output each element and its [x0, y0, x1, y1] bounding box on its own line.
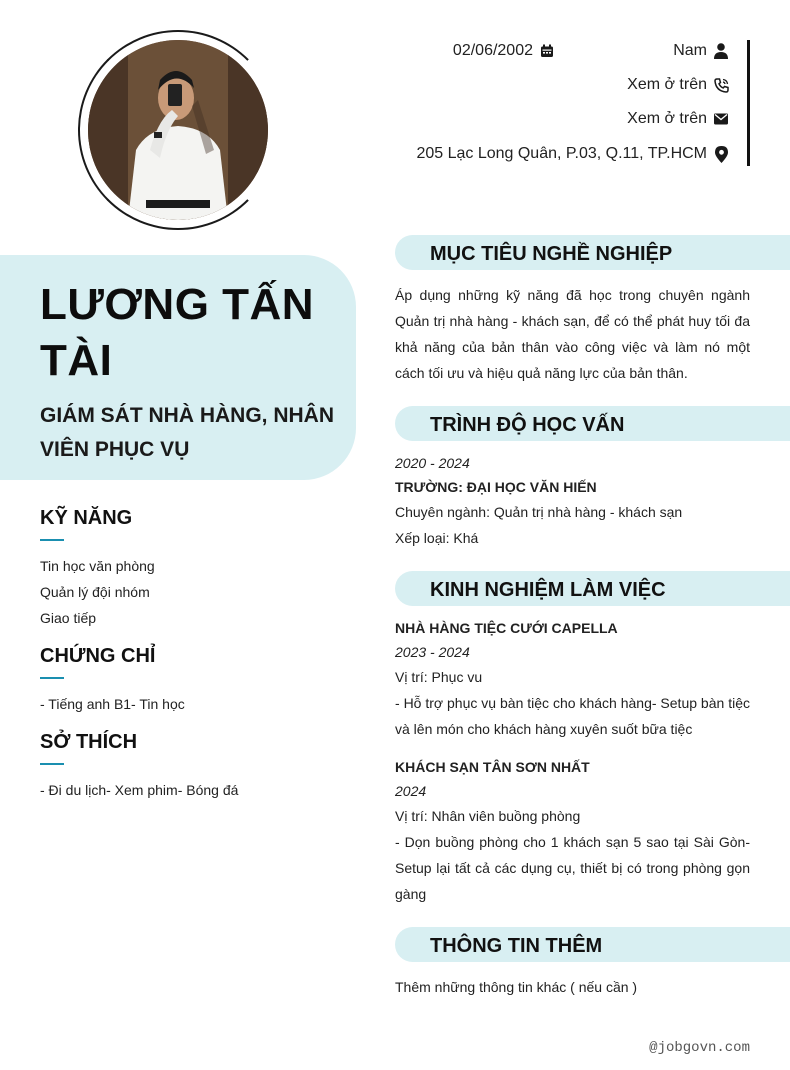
- education-block: [395, 451, 750, 551]
- calendar-icon: [539, 43, 555, 59]
- certificates-list: [40, 691, 360, 717]
- experience-desc: - Hỗ trợ phục vụ bàn tiệc cho khách hàng- Setup bàn tiệc và lên món cho khách hàng xuyên suốt bữa tiệc: [395, 695, 750, 737]
- section-heading: KINH NGHIỆM LÀM VIỆC: [430, 579, 666, 601]
- address-row: [416, 143, 729, 165]
- more-info-text: Thêm những thông tin khác ( nếu cần ): [395, 979, 638, 995]
- email-value: Xem ở trên: [627, 110, 707, 127]
- hobbies-section: [40, 729, 360, 803]
- education-period: 2020 - 2024: [395, 455, 470, 471]
- envelope-icon: [713, 111, 729, 127]
- dob-row: [453, 40, 555, 62]
- contact-info: [370, 40, 750, 166]
- list-item: - Đi du lịch- Xem phim- Bóng đá: [40, 782, 239, 798]
- skills-section: [40, 505, 360, 631]
- dob-value: 02/06/2002: [452, 42, 533, 59]
- phone-row: [627, 74, 729, 96]
- footer-watermark: @jobgovn.com: [649, 1040, 750, 1056]
- list-item: - Tiếng anh B1- Tin học: [40, 696, 185, 712]
- section-heading: TRÌNH ĐỘ HỌC VẤN: [430, 414, 625, 436]
- experience-item: [395, 755, 750, 907]
- title-line: VIÊN PHỤC VỤ: [40, 438, 190, 461]
- person-icon: [713, 43, 729, 59]
- experience-org: NHÀ HÀNG TIỆC CƯỚI CAPELLA: [395, 620, 618, 636]
- education-heading-bar: [395, 406, 790, 441]
- experience-org: KHÁCH SẠN TÂN SƠN NHẤT: [395, 759, 590, 775]
- profile-photo: [88, 40, 268, 220]
- experience-item: [395, 616, 750, 742]
- address-value: 205 Lạc Long Quân, P.03, Q.11, TP.HCM: [416, 145, 707, 162]
- experience-period: 2023 - 2024: [395, 644, 470, 660]
- education-school: TRƯỜNG: ĐẠI HỌC VĂN HIẾN: [395, 479, 597, 495]
- section-heading: SỞ THÍCH: [40, 731, 138, 753]
- experience-position: Vị trí: Phục vu: [395, 669, 483, 685]
- list-item: Giao tiếp: [40, 610, 97, 626]
- gender-row: [673, 40, 729, 62]
- section-heading: THÔNG TIN THÊM: [430, 935, 603, 957]
- skills-list: [40, 553, 360, 631]
- title-line: GIÁM SÁT NHÀ HÀNG, NHÂN: [40, 404, 334, 427]
- name-line: TÀI: [40, 336, 113, 385]
- experience-heading-bar: [395, 571, 790, 606]
- certificates-section: [40, 643, 360, 717]
- candidate-title: [40, 399, 336, 467]
- section-heading: MỤC TIÊU NGHỀ NGHIỆP: [430, 243, 673, 265]
- objective-heading-bar: [395, 235, 790, 270]
- phone-icon: [713, 77, 729, 93]
- heading-underline: [40, 763, 64, 765]
- more-info-heading-bar: [395, 927, 790, 962]
- section-heading: KỸ NĂNG: [40, 507, 133, 529]
- experience-position: Vị trí: Nhân viên buồng phòng: [395, 808, 581, 824]
- heading-underline: [40, 539, 64, 541]
- section-heading: CHỨNG CHỈ: [40, 645, 156, 667]
- education-major: Chuyên ngành: Quản trị nhà hàng - khách sạn: [395, 504, 683, 520]
- name-panel: [0, 255, 356, 480]
- gender-value: Nam: [673, 42, 707, 59]
- phone-value: Xem ở trên: [627, 76, 707, 93]
- name-line: LƯƠNG TẤN: [40, 280, 315, 329]
- experience-period: 2024: [395, 783, 427, 799]
- objective-text: Áp dụng những kỹ năng đã học trong chuyên ngành Quản trị nhà hàng - khách sạn, để có thể phát huy tối đa khả năng của bản thân vào công việc và làm nó một cách tối ưu và hiệu quả năng lực của bản thân.: [395, 287, 750, 381]
- heading-underline: [40, 677, 64, 679]
- hobbies-list: [40, 777, 360, 803]
- profile-photo-illustration: [88, 40, 268, 220]
- list-item: Tin học văn phòng: [40, 558, 155, 574]
- list-item: Quản lý đội nhóm: [40, 584, 150, 600]
- email-row: [627, 108, 729, 130]
- education-rank: Xếp loại: Khá: [395, 530, 479, 546]
- location-pin-icon: [713, 146, 729, 162]
- candidate-name: [40, 277, 336, 389]
- experience-desc: - Dọn buồng phòng cho 1 khách sạn 5 sao tại Sài Gòn- Setup lại tất cả các dụng cụ, thiết bị có trong phòng gọn gàng: [395, 834, 750, 902]
